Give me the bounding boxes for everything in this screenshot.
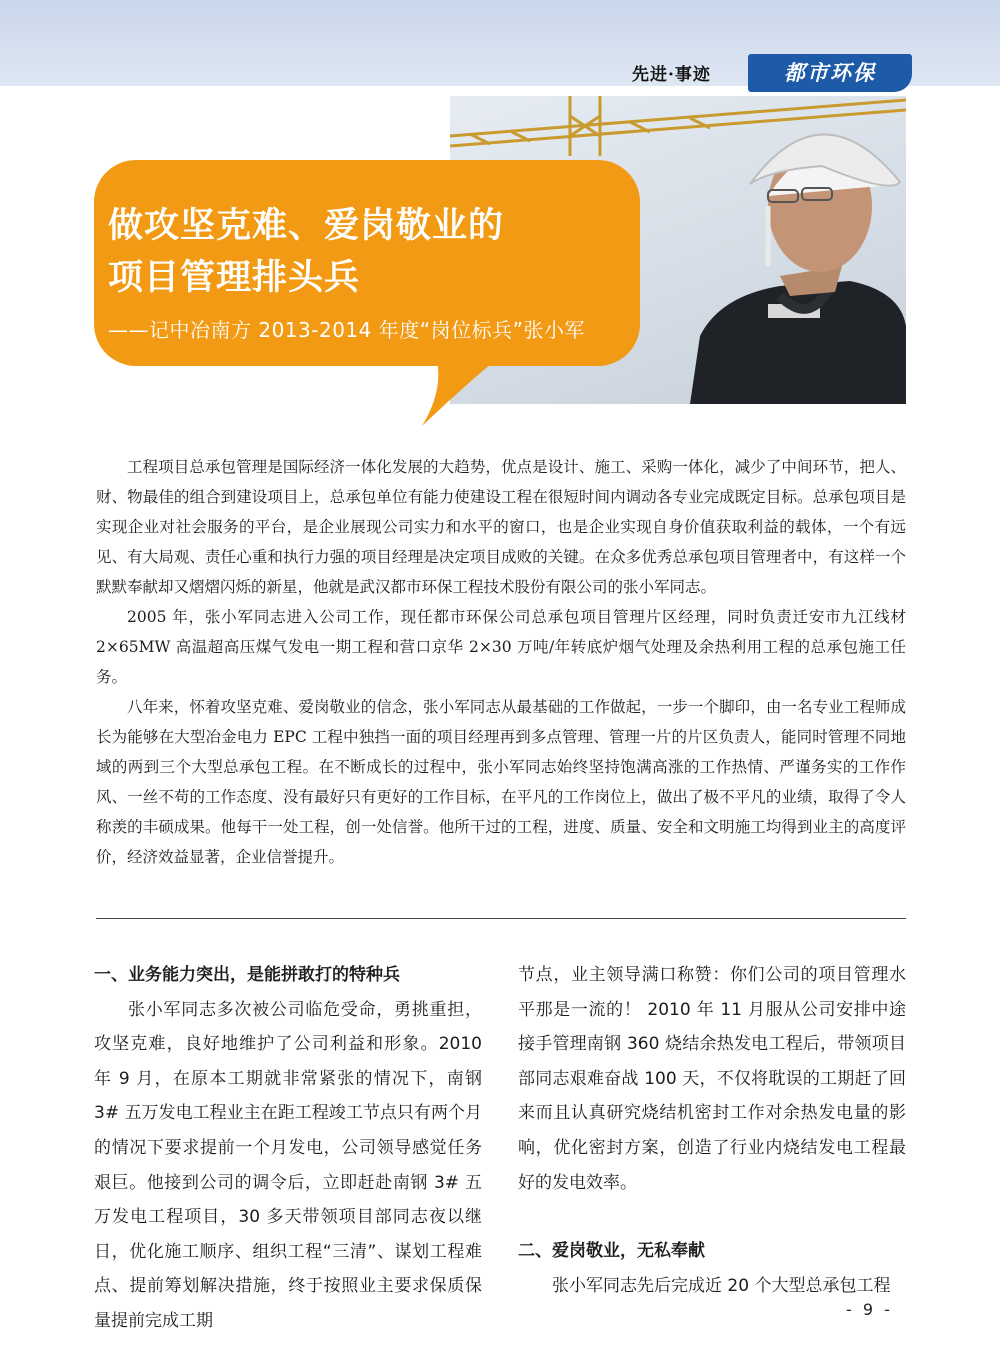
article-title-line1: 做攻坚克难、爱岗敬业的	[108, 206, 505, 246]
intro-paragraph: 2005 年，张小军同志进入公司工作，现任都市环保公司总承包项目管理片区经理，同时负责迁安市九江线材 2×65MW 高温超高压煤气发电一期工程和营口京华 2×30 万吨/年转底炉烟气处理及余热利用工程的总承包施工任务。	[96, 608, 906, 686]
section1-heading: 一、业务能力突出，是能拼敢打的特种兵	[94, 965, 400, 985]
section2-paragraph: 张小军同志先后完成近 20 个大型总承包工程	[552, 1275, 891, 1296]
section1-continued: 节点，业主领导满口称赞：你们公司的项目管理水平那是一流的！ 2010 年 11 月服从公司安排中途接手管理南钢 360 烧结余热发电工程后，带领项目部同志艰难奋战 100 天，不仅将耽误的工期赶了回来而且认真研究烧结机密封工作对余热发电量的影响，优化密封方案，创造了行业内烧结发电工程最好的发电效率。	[518, 965, 906, 1193]
section1-paragraph: 张小军同志多次被公司临危受命，勇挑重担，攻坚克难，良好地维护了公司利益和形象。2010 年 9 月，在原本工期就非常紧张的情况下，南钢 3# 五万发电工程业主在距工程竣工节点只有两个月的情况下要求提前一个月发电，公司领导感觉任务艰巨。他接到公司的调令后，立即赶赴南钢 3# 五万发电工程项目，30 多天带领项目部同志夜以继日，优化施工顺序、组织工程“三清”、谋划工程难点、提前筹划解决措施，终于按照业主要求保质保量提前完成工期	[94, 999, 482, 1331]
article-subtitle: ——记中冶南方 2013-2014 年度“岗位标兵”张小军	[108, 318, 585, 342]
right-column	[518, 958, 906, 1303]
magazine-logo: 都市环保	[748, 54, 912, 92]
article-title-line2: 项目管理排头兵	[108, 258, 361, 298]
section-divider	[96, 918, 906, 919]
section2-heading: 二、爱岗敬业，无私奉献	[518, 1241, 705, 1262]
intro-paragraph: 工程项目总承包管理是国际经济一体化发展的大趋势，优点是设计、施工、采购一体化，减少了中间环节，把人、财、物最佳的组合到建设项目上，总承包单位有能力使建设工程在很短时间内调动各专业完成既定目标。总承包项目是实现企业对社会服务的平台，是企业展现公司实力和水平的窗口，也是企业实现自身价值获取利益的载体，一个有远见、有大局观、责任心重和执行力强的项目经理是决定项目成败的关键。在众多优秀总承包项目管理者中，有这样一个默默奉献却又熠熠闪烁的新星，他就是武汉都市环保工程技术股份有限公司的张小军同志。	[96, 458, 906, 596]
left-column	[94, 958, 482, 1339]
section-label: 先进·事迹	[632, 65, 711, 85]
intro-text	[96, 452, 906, 872]
bubble-tail	[410, 340, 550, 430]
intro-paragraph: 八年来，怀着攻坚克难、爱岗敬业的信念，张小军同志从最基础的工作做起，一步一个脚印，由一名专业工程师成长为能够在大型冶金电力 EPC 工程中独挡一面的项目经理再到多点管理、管理一片的片区负责人，能同时管理不同地域的两到三个大型总承包工程。在不断成长的过程中，张小军同志始终坚持饱满高涨的工作热情、严谨务实的工作作风、一丝不苟的工作态度、没有最好只有更好的工作目标，在平凡的工作岗位上，做出了极不平凡的业绩，取得了令人称羡的丰硕成果。他每干一处工程，创一处信誉。他所干过的工程，进度、质量、安全和文明施工均得到业主的高度评价，经济效益显著，企业信誉提升。	[96, 698, 906, 866]
page-number: - 9 -	[846, 1300, 893, 1319]
